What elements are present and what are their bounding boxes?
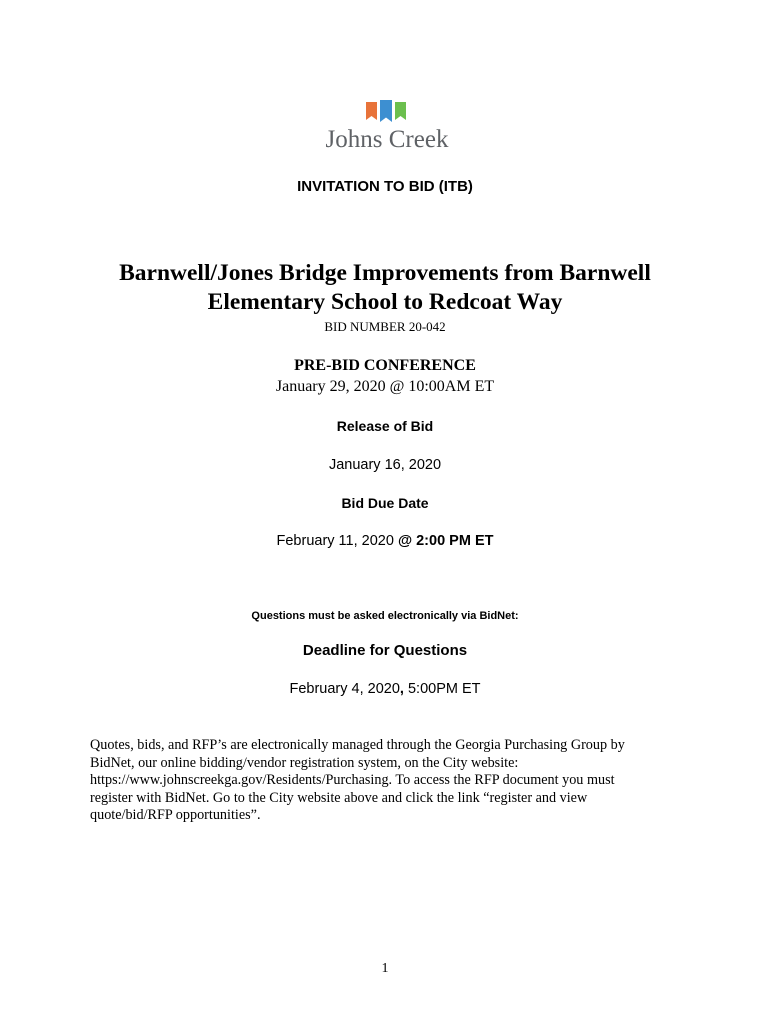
flag-green bbox=[395, 102, 406, 120]
bid-due-date bbox=[0, 533, 770, 549]
paragraph-line: https://www.johnscreekga.gov/Residents/Purchasing. To access the RFP document you must bbox=[90, 772, 615, 788]
paragraph-line: Quotes, bids, and RFP’s are electronically managed through the Georgia Purchasing Group by bbox=[90, 737, 625, 753]
paragraph-line: register with BidNet. Go to the City website above and click the link “register and view bbox=[90, 789, 588, 806]
bidnet-instructions-paragraph bbox=[90, 737, 690, 825]
bid-number: BID NUMBER 20-042 bbox=[324, 319, 446, 334]
release-of-bid-date: January 16, 2020 bbox=[328, 457, 442, 473]
deadline-date-comma: , bbox=[399, 681, 404, 697]
bid-due-date-time: @ 2:00 PM ET bbox=[397, 533, 494, 549]
project-title-line-2: Elementary School to Redcoat Way bbox=[207, 289, 563, 315]
deadline-for-questions-date bbox=[0, 681, 770, 697]
questions-note: Questions must be asked electronically via BidNet: bbox=[251, 610, 519, 622]
prebid-conference-heading: PRE-BID CONFERENCE bbox=[294, 357, 476, 374]
release-of-bid-heading: Release of Bid bbox=[336, 418, 434, 434]
deadline-date-day: February 4, 2020 bbox=[289, 681, 400, 697]
flag-orange bbox=[366, 102, 377, 120]
prebid-conference-date: January 29, 2020 @ 10:00AM ET bbox=[275, 378, 495, 395]
flag-blue bbox=[380, 100, 392, 122]
deadline-for-questions-heading: Deadline for Questions bbox=[302, 642, 468, 659]
project-title bbox=[0, 259, 770, 317]
paragraph-line: BidNet, our online bidding/vendor registration system, on the City website: bbox=[90, 754, 519, 771]
johns-creek-logo bbox=[322, 100, 452, 158]
page-number: 1 bbox=[381, 961, 389, 976]
deadline-date-time: 5:00PM ET bbox=[403, 681, 481, 697]
project-title-line-1: Barnwell/Jones Bridge Improvements from Barnwell bbox=[119, 260, 651, 286]
paragraph-line: quote/bid/RFP opportunities”. bbox=[90, 807, 261, 823]
bid-due-date-heading: Bid Due Date bbox=[341, 495, 429, 511]
document-type-heading: INVITATION TO BID (ITB) bbox=[297, 178, 473, 195]
logo-wordmark: Johns Creek bbox=[325, 126, 449, 153]
bid-due-date-day: February 11, 2020 bbox=[276, 533, 398, 549]
flags-icon bbox=[364, 100, 410, 126]
